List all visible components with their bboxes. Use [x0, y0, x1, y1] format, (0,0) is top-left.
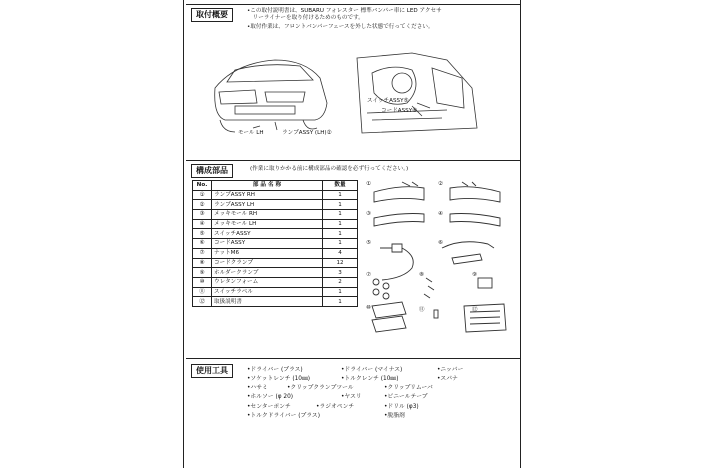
row-name: スイッチラベル: [212, 287, 323, 297]
interior-illustration: [352, 48, 482, 138]
parts-table-header-row: [193, 181, 358, 191]
row-no: ⑤: [193, 229, 212, 239]
fig-num-8: ⑧: [419, 272, 424, 278]
row-no: ⑫: [193, 297, 212, 307]
row-qty: 1: [323, 239, 358, 249]
row-name: メッキモール RH: [212, 210, 323, 220]
parts-illustration: [362, 178, 512, 338]
row-no: ④: [193, 219, 212, 229]
row-name: ナットM6: [212, 248, 323, 258]
car-front-illustration: [205, 48, 335, 138]
table-row: [193, 190, 358, 200]
row-qty: 1: [323, 190, 358, 200]
tool-item: •ビニールテープ: [384, 394, 428, 400]
table-row: [193, 258, 358, 268]
overview-section-border: [186, 4, 521, 5]
fig-num-7: ⑦: [366, 272, 371, 278]
row-qty: 4: [323, 248, 358, 258]
row-name: ホルダークランプ: [212, 268, 323, 278]
col-no: No.: [193, 181, 212, 191]
parts-table: [192, 180, 358, 307]
row-no: ⑦: [193, 248, 212, 258]
tool-item: •スパナ: [437, 376, 458, 382]
row-no: ⑥: [193, 239, 212, 249]
tool-item: •脱脂剤: [384, 413, 405, 419]
col-qty: 数量: [323, 181, 358, 191]
fig-num-3: ③: [366, 211, 371, 217]
interior-label-cord: コードASSY⑥: [381, 108, 418, 114]
overview-line-1: •この取付説明書は、SUBARU フォレスター 標準バンパー車に LED アクセサ: [247, 8, 442, 14]
tool-item: •ドライバー (プラス): [247, 367, 303, 373]
row-name: メッキモール LH: [212, 219, 323, 229]
tool-item: •ラジオペンチ: [316, 404, 355, 410]
tool-item: •クリップリムーバ: [384, 385, 433, 391]
overview-line-2: リーライナーを取り付けるためのものです。: [247, 15, 364, 21]
table-row: [193, 297, 358, 307]
car-label-molding: モール LH: [238, 130, 264, 136]
row-no: ③: [193, 210, 212, 220]
row-no: ⑪: [193, 287, 212, 297]
row-name: ランプASSY RH: [212, 190, 323, 200]
row-name: コードクランプ: [212, 258, 323, 268]
row-qty: 1: [323, 297, 358, 307]
row-qty: 3: [323, 268, 358, 278]
fig-num-4: ④: [438, 211, 443, 217]
table-row: [193, 229, 358, 239]
fig-num-9: ⑨: [472, 272, 477, 278]
tool-item: •トルクレンチ (10㎜): [341, 376, 399, 382]
fig-num-11: ⑪: [419, 307, 425, 313]
fig-num-10: ⑩: [366, 305, 371, 311]
row-qty: 1: [323, 219, 358, 229]
row-no: ⑩: [193, 277, 212, 287]
tool-item: •ドリル (φ3): [384, 404, 419, 410]
tool-item: •ヤスリ: [341, 394, 362, 400]
overview-header: 取付概要: [191, 8, 233, 22]
fig-num-1: ①: [366, 181, 371, 187]
row-qty: 12: [323, 258, 358, 268]
table-row: [193, 210, 358, 220]
table-row: [193, 277, 358, 287]
row-name: スイッチASSY: [212, 229, 323, 239]
tool-item: •クリップクランプツール: [287, 385, 354, 391]
parts-header: 構成部品: [191, 164, 233, 178]
tools-section-border: [186, 358, 521, 359]
tool-item: •ニッパー: [437, 367, 464, 373]
parts-section-border: [186, 160, 521, 161]
table-row: [193, 219, 358, 229]
row-qty: 1: [323, 210, 358, 220]
row-name: 取扱説明書: [212, 297, 323, 307]
table-row: [193, 248, 358, 258]
row-no: ②: [193, 200, 212, 210]
col-name: 部 品 名 称: [212, 181, 323, 191]
row-no: ⑧: [193, 258, 212, 268]
fig-num-5: ⑤: [366, 240, 371, 246]
tool-item: •トルクドライバー (プラス): [247, 413, 320, 419]
tool-item: •センターポンチ: [247, 404, 291, 410]
parts-note: (作業に取りかかる前に構成部品の確認を必ず行ってください。): [250, 166, 409, 172]
table-row: [193, 200, 358, 210]
fig-num-2: ②: [438, 181, 443, 187]
row-name: ランプASSY LH: [212, 200, 323, 210]
tool-item: •ハサミ: [247, 385, 268, 391]
row-no: ⑨: [193, 268, 212, 278]
table-row: [193, 287, 358, 297]
row-qty: 2: [323, 277, 358, 287]
row-name: コードASSY: [212, 239, 323, 249]
car-label-lamp: ランプASSY (LH)②: [282, 130, 332, 136]
row-qty: 1: [323, 229, 358, 239]
row-qty: 1: [323, 200, 358, 210]
row-qty: 1: [323, 287, 358, 297]
fig-num-6: ⑥: [438, 240, 443, 246]
table-row: [193, 239, 358, 249]
table-row: [193, 268, 358, 278]
tools-header: 使用工具: [191, 364, 233, 378]
row-name: ウレタンフォーム: [212, 277, 323, 287]
row-no: ①: [193, 190, 212, 200]
fig-num-12: ⑫: [472, 307, 478, 313]
overview-line-3: •取付作業は、フロントバンパーフェースを外した状態で行ってください。: [247, 24, 434, 30]
tool-item: •ホルソー (φ 20): [247, 394, 294, 400]
tool-item: •ドライバー (マイナス): [341, 367, 403, 373]
tool-item: •ソケットレンチ (10㎜): [247, 376, 311, 382]
interior-label-switch: スイッチASSY⑤: [367, 98, 409, 104]
